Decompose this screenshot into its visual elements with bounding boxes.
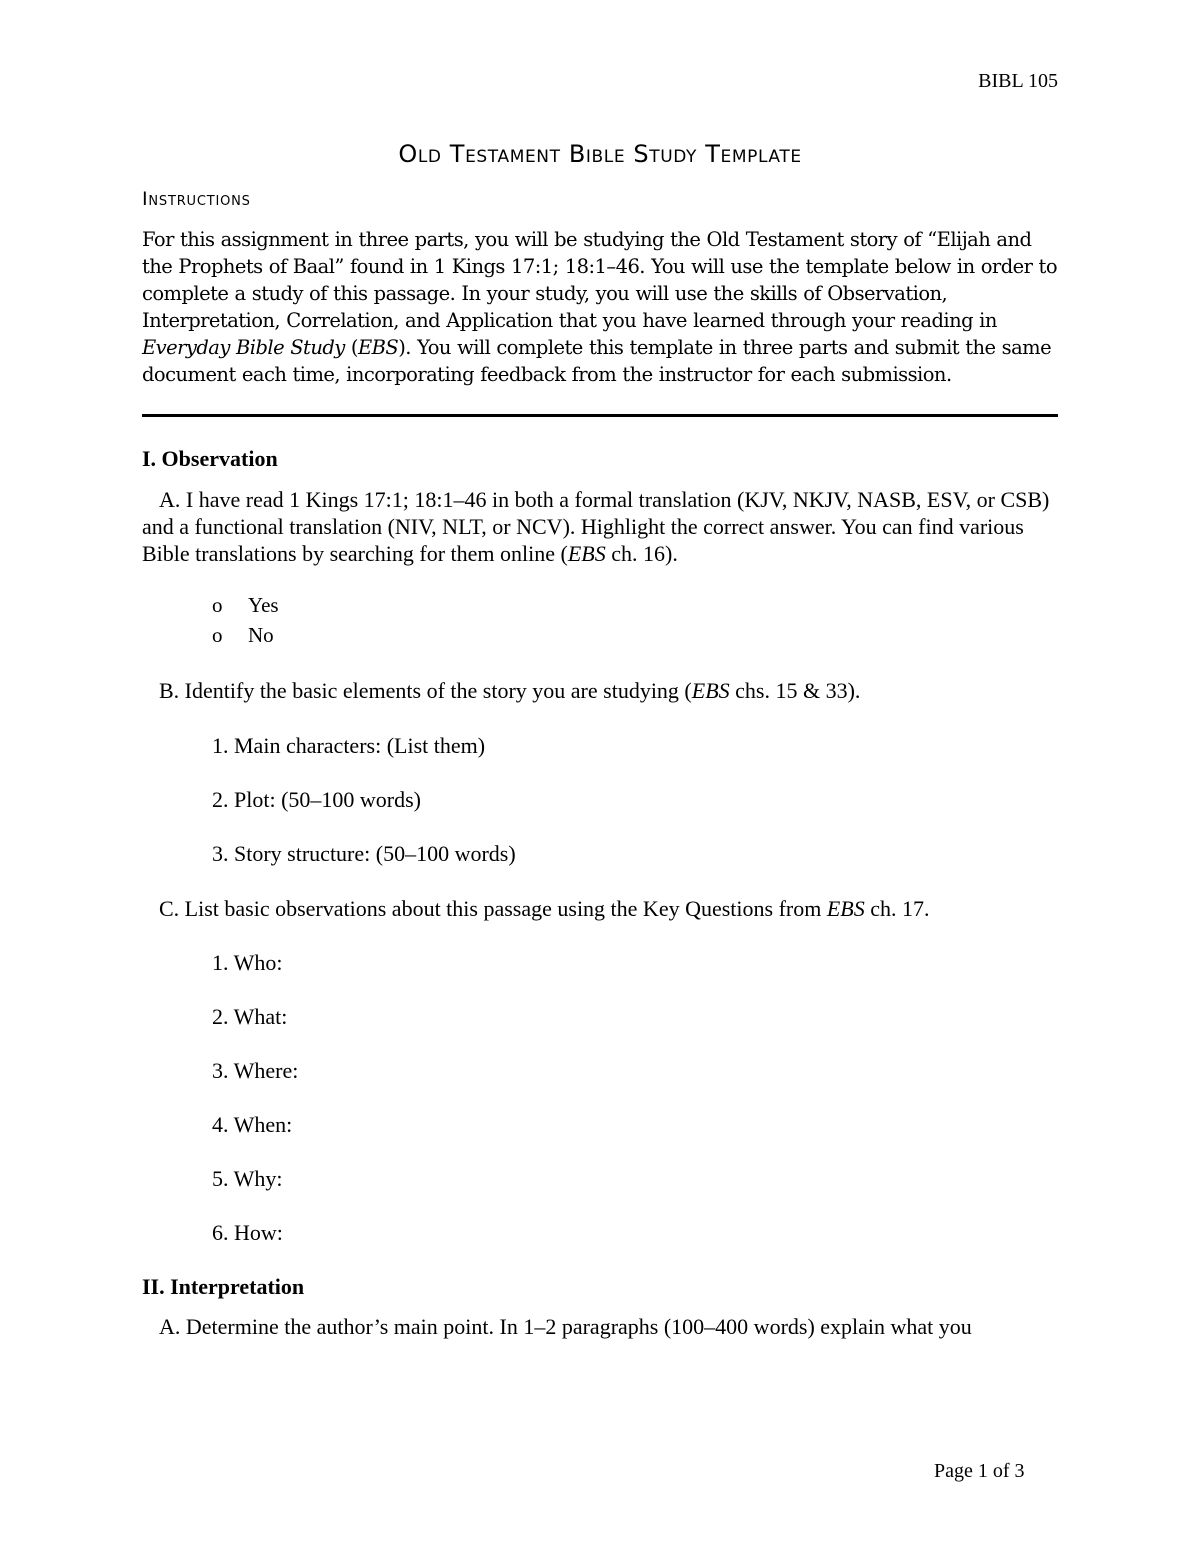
observation-c-ref: EBS — [826, 896, 865, 921]
page-number: Page 1 of 3 — [934, 1460, 1025, 1482]
option-bullet: o — [212, 593, 223, 617]
document-title: Old Testament Bible Study Template — [398, 140, 802, 168]
list-item: 3. Where: — [212, 1058, 299, 1083]
list-item: 3. Story structure: (50–100 words) — [212, 841, 516, 866]
observation-a-text-end: ch. 16). — [605, 541, 678, 566]
observation-a-text: A. I have read 1 Kings 17:1; 18:1–46 in both a formal translation (KJV, NKJV, NASB, ESV, or CSB) and a functional translation (NIV, NLT, or NCV). Highlight the correct answer. You can find various Bible translations by searching for them online ( — [142, 487, 1050, 566]
option-label: No — [248, 623, 274, 647]
instructions-paragraph — [142, 226, 1062, 388]
interpretation-item-a: A. Determine the author’s main point. In 1–2 paragraphs (100–400 words) explain what you — [159, 1314, 972, 1339]
observation-a-ref: EBS — [567, 541, 606, 566]
book-title: Everyday Bible Study — [142, 336, 345, 359]
instructions-text-part1: For this assignment in three parts, you will be studying the Old Testament story of “Elijah and the Prophets of Baal” found in 1 Kings 17:1; 18:1–46. You will use the template below in order to complete a study of this passage. In your study, you will use the skills of Observation, Interpretation, Correlation, and Application that you have learned through your reading in — [142, 228, 1058, 332]
interpretation-heading: II. Interpretation — [142, 1274, 305, 1299]
list-item: 4. When: — [212, 1112, 293, 1137]
list-item: 2. Plot: (50–100 words) — [212, 787, 421, 812]
list-item: 2. What: — [212, 1004, 288, 1029]
observation-item-c — [159, 896, 930, 922]
observation-item-a — [142, 486, 1072, 567]
section-divider — [142, 414, 1058, 417]
observation-b-ref: EBS — [691, 678, 730, 703]
course-code: BIBL 105 — [978, 70, 1058, 92]
list-item: 1. Main characters: (List them) — [212, 733, 486, 758]
option-no[interactable] — [212, 623, 274, 648]
instructions-text-part2: ( — [344, 336, 358, 359]
observation-c-text-end: ch. 17. — [864, 896, 930, 921]
observation-b-text: B. Identify the basic elements of the story you are studying ( — [159, 678, 692, 703]
list-item: 5. Why: — [212, 1166, 283, 1191]
observation-b-text-end: chs. 15 & 33). — [729, 678, 861, 703]
observation-item-b — [159, 678, 860, 704]
option-bullet: o — [212, 623, 223, 647]
book-abbreviation: EBS — [357, 336, 399, 359]
instructions-text-part3: ). You will complete this template in three parts and submit the same document each time, incorporating feedback from the instructor for each submission. — [142, 336, 1052, 386]
option-label: Yes — [248, 593, 279, 617]
option-yes[interactable] — [212, 593, 279, 618]
list-item: 6. How: — [212, 1220, 283, 1245]
observation-c-text: C. List basic observations about this passage using the Key Questions from — [159, 896, 827, 921]
list-item: 1. Who: — [212, 950, 283, 975]
instructions-heading: Instructions — [142, 188, 251, 210]
observation-heading: I. Observation — [142, 446, 278, 471]
